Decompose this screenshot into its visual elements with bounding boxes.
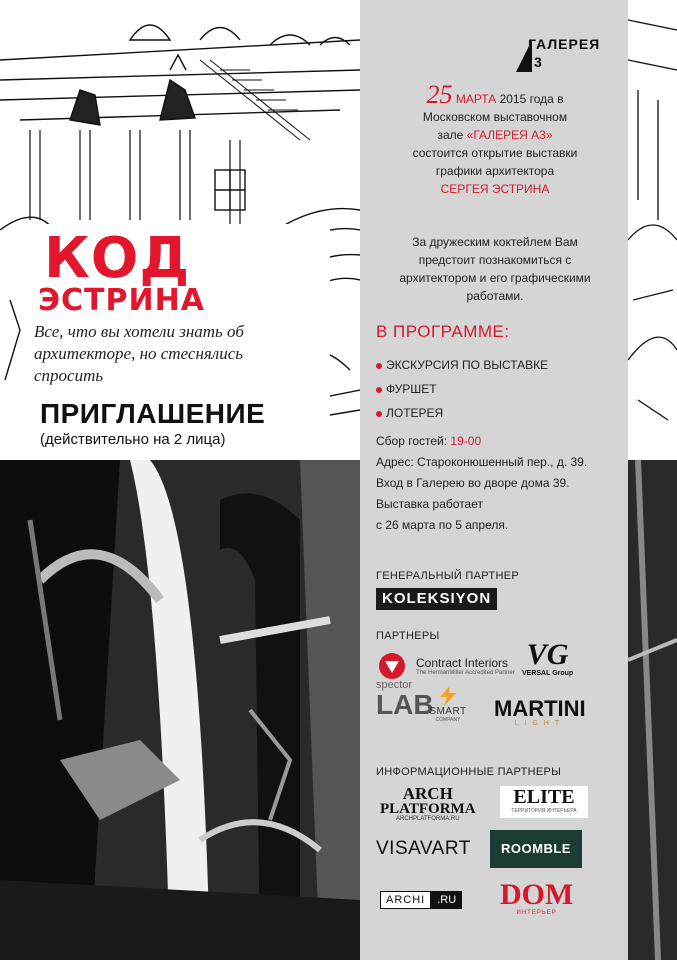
meet-line: работами. <box>466 289 524 303</box>
martini-light-logo <box>494 698 586 727</box>
archi-ru-domain: .RU <box>431 891 462 909</box>
meet-line: За дружеским коктейлем Вам <box>412 235 578 249</box>
gallery-logo-line1: ГАЛЕРЕЯ <box>528 36 601 52</box>
bullet-icon <box>376 363 382 369</box>
dom-subtext: ИНТЕРЬЕР <box>516 910 557 916</box>
gallery-name: «ГАЛЕРЕЯ А3» <box>466 128 553 142</box>
opening-announcement <box>370 80 620 198</box>
archi-ru-text: ARCHI <box>380 891 431 909</box>
smart-text: SMART <box>429 706 467 717</box>
visavart-logo: VISAVART <box>376 838 471 859</box>
roomble-logo: ROOMBLE <box>490 830 582 868</box>
archplatforma-line1: ARCH <box>402 784 453 803</box>
gather-label: Сбор гостей: <box>376 434 451 448</box>
exhibition-dates: с 26 марта по 5 апреля. <box>376 518 509 532</box>
program-item <box>376 382 437 396</box>
gallery-logo <box>514 34 604 74</box>
subtitle: Все, что вы хотели знать об архитекторе, но стеснялись спросить <box>34 322 244 385</box>
architecture-sketch-bottom <box>0 460 360 960</box>
smart-subtext: COMPANY <box>435 717 461 723</box>
archplatforma-logo <box>380 786 476 822</box>
dom-interior-logo <box>500 880 573 916</box>
gather-time: 19-00 <box>450 434 482 448</box>
spector-lab-logo <box>376 680 434 719</box>
program-item <box>376 358 548 372</box>
entrance: Вход в Галерею во дворе дома 39. <box>376 476 570 490</box>
sketch-right-edge-dark <box>628 460 677 960</box>
martini-text: MARTINI <box>494 696 586 721</box>
meet-line: архитектором и его графическими <box>399 271 591 285</box>
archplatforma-url: ARCHPLATFORMA.RU <box>395 816 460 822</box>
bullet-icon <box>376 387 382 393</box>
program-item-label: ЭКСКУРСИЯ ПО ВЫСТАВКЕ <box>386 358 549 372</box>
address: Адрес: Староконюшенный пер., д. 39. <box>376 455 588 469</box>
intro-line3: зале <box>437 128 467 142</box>
title-estrina: ЭСТРИНА <box>38 283 205 318</box>
info-partners-label: ИНФОРМАЦИОННЫЕ ПАРТНЕРЫ <box>376 766 562 778</box>
elite-text: ELITE <box>513 786 575 808</box>
koleksiyon-logo <box>376 588 497 610</box>
general-partner-label: ГЕНЕРАЛЬНЫЙ ПАРТНЕР <box>376 570 519 582</box>
invitation-note: (действительно на 2 лица) <box>40 431 226 448</box>
versal-group-text: VERSAL Group <box>522 670 574 677</box>
intro-line5: графики архитектора <box>435 164 555 178</box>
program-heading: В ПРОГРАММЕ: <box>376 322 510 341</box>
koleksiyon-logo-text: KOLEKSIYON <box>382 590 492 607</box>
program-item-label: ФУРШЕТ <box>386 382 437 396</box>
intro-line2: Московском выставочном <box>422 110 568 124</box>
event-details <box>376 431 616 536</box>
info-panel <box>360 0 628 960</box>
partners-label: ПАРТНЕРЫ <box>376 630 440 642</box>
meet-text <box>370 233 620 305</box>
opening-day: 25 <box>426 80 453 109</box>
artist-name: СЕРГЕЯ ЭСТРИНА <box>440 182 550 196</box>
spector-lab-bottom: LAB <box>376 689 434 720</box>
contract-interiors-subtext: The HermanMiller Accredited Partner <box>416 670 515 676</box>
hours-label: Выставка работает <box>376 497 483 511</box>
spector-lab-top: spector <box>376 679 413 691</box>
archi-ru-logo <box>380 887 462 913</box>
program-item <box>376 406 443 420</box>
archplatforma-line2: PLATFORMA <box>380 801 476 817</box>
dom-text: DOM <box>500 878 574 911</box>
elite-logo <box>500 786 588 818</box>
elite-subtext: ТЕРРИТОРИЯ ИНТЕРЬЕРА <box>511 808 577 814</box>
program-item-label: ЛОТЕРЕЯ <box>386 406 444 420</box>
smart-company-logo <box>428 686 468 723</box>
herman-miller-icon <box>378 652 410 680</box>
invitation-heading: ПРИГЛАШЕНИЕ <box>40 398 266 429</box>
contract-interiors-text: Contract Interiors <box>416 656 509 670</box>
contract-interiors-logo <box>416 656 515 676</box>
meet-line: предстоит познакомиться с <box>418 253 572 267</box>
versal-group-mark: VG <box>526 638 569 671</box>
gallery-logo-line2: 3 <box>534 54 542 70</box>
intro-line4: состоится открытие выставки <box>412 146 578 160</box>
martini-subtext: LIGHT <box>514 720 566 727</box>
smart-bolt-icon <box>438 686 458 706</box>
versal-group-logo <box>522 640 573 677</box>
title-kod: КОД <box>44 226 191 291</box>
bullet-icon <box>376 411 382 417</box>
opening-year-text: 2015 года в <box>496 92 564 106</box>
opening-month: МАРТА <box>455 92 497 106</box>
